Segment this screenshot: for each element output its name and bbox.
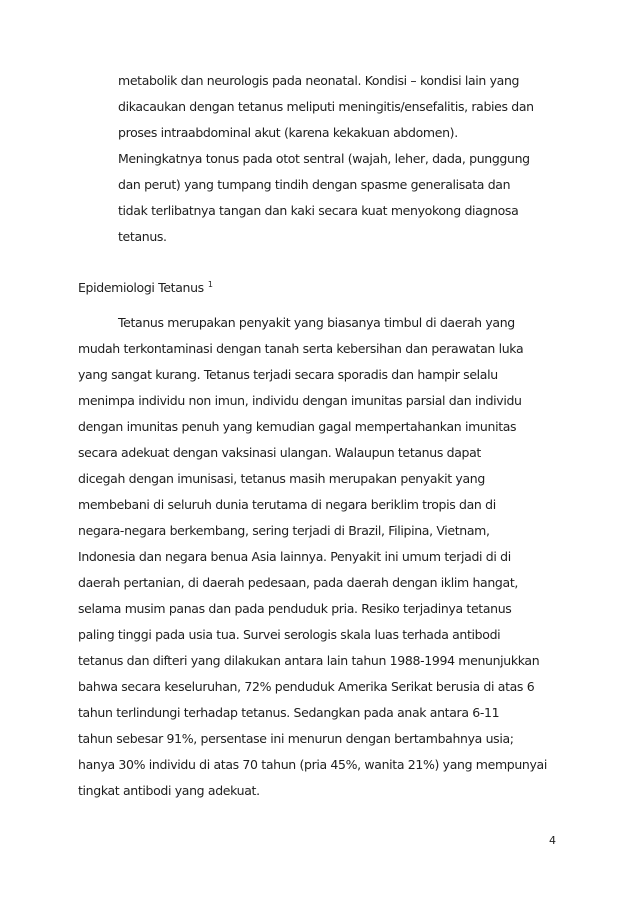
text-line: tahun terlindungi terhadap tetanus. Sedangkan pada anak antara 6-11 (78, 705, 500, 720)
text-line: tingkat antibodi yang adekuat. (78, 783, 260, 798)
text-line: tidak terlibatnya tangan dan kaki secara kuat menyokong diagnosa (118, 203, 519, 218)
text-line: Meningkatnya tonus pada otot sentral (wajah, leher, dada, punggung (118, 151, 530, 166)
text-line: mudah terkontaminasi dengan tanah serta kebersihan dan perawatan luka (78, 341, 524, 356)
text-line: secara adekuat dengan vaksinasi ulangan. Walaupun tetanus dapat (78, 445, 481, 460)
text-line: dicegah dengan imunisasi, tetanus masih merupakan penyakit yang (78, 471, 485, 486)
footnote-reference: 1 (207, 280, 213, 289)
text-line: selama musim panas dan pada penduduk pria. Resiko terjadinya tetanus (78, 601, 512, 616)
text-line: bahwa secara keseluruhan, 72% penduduk Amerika Serikat berusia di atas 6 (78, 679, 535, 694)
text-line: negara-negara berkembang, sering terjadi di Brazil, Filipina, Vietnam, (78, 523, 490, 538)
text-line: tahun sebesar 91%, persentase ini menurun dengan bertambahnya usia; (78, 731, 514, 746)
text-line: daerah pertanian, di daerah pedesaan, pada daerah dengan iklim hangat, (78, 575, 519, 590)
text-line: dengan imunitas penuh yang kemudian gagal mempertahankan imunitas (78, 419, 517, 434)
page-number: 4 (549, 834, 556, 847)
text-line: dikacaukan dengan tetanus meliputi meningitis/ensefalitis, rabies dan (118, 99, 534, 114)
text-line: menimpa individu non imun, individu dengan imunitas parsial dan individu (78, 393, 522, 408)
text-line: dan perut) yang tumpang tindih dengan spasme generalisata dan (118, 177, 511, 192)
text-line: Tetanus merupakan penyakit yang biasanya timbul di daerah yang (118, 315, 515, 330)
text-line: metabolik dan neurologis pada neonatal. Kondisi – kondisi lain yang (118, 73, 520, 88)
text-line: paling tinggi pada usia tua. Survei serologis skala luas terhada antibodi (78, 627, 501, 642)
section-heading (78, 276, 213, 297)
section-heading-text: Epidemiologi Tetanus (78, 280, 204, 295)
text-line: yang sangat kurang. Tetanus terjadi secara sporadis dan hampir selalu (78, 367, 498, 382)
text-line: proses intraabdominal akut (karena kekakuan abdomen). (118, 125, 458, 140)
text-line: membebani di seluruh dunia terutama di negara beriklim tropis dan di (78, 497, 496, 512)
text-line: tetanus dan difteri yang dilakukan antara lain tahun 1988-1994 menunjukkan (78, 653, 540, 668)
text-line: tetanus. (118, 229, 167, 244)
text-line: Indonesia dan negara benua Asia lainnya. Penyakit ini umum terjadi di di (78, 549, 511, 564)
text-line: hanya 30% individu di atas 70 tahun (pria 45%, wanita 21%) yang mempunyai (78, 757, 547, 772)
